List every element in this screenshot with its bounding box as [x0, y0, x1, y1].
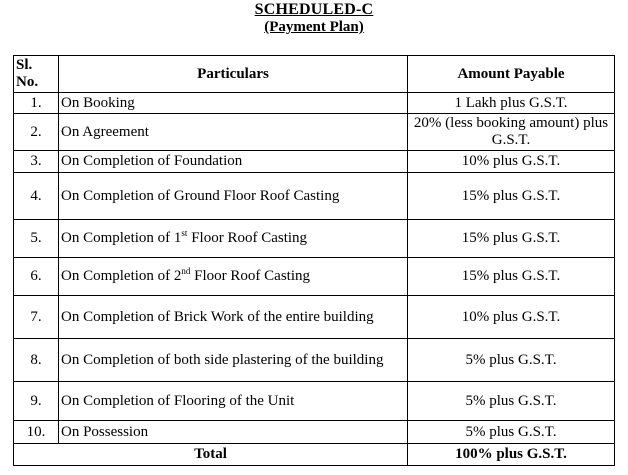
row-particular	[59, 258, 408, 296]
table-row	[14, 173, 615, 220]
table-row	[14, 421, 615, 444]
row-number: 2.	[14, 114, 59, 151]
header-sl-line2: No.	[16, 74, 39, 90]
row-particular: On Possession	[59, 421, 408, 444]
row-number: 6.	[14, 258, 59, 296]
row-particular: On Completion of Brick Work of the entire building	[59, 296, 408, 339]
row-amount: 5% plus G.S.T.	[408, 421, 615, 444]
document-subtitle: (Payment Plan)	[264, 19, 364, 35]
row-amount: 15% plus G.S.T.	[408, 258, 615, 296]
row-particular: On Completion of Ground Floor Roof Casting	[59, 173, 408, 220]
row-particular: On Agreement	[59, 114, 408, 151]
row-particular: On Completion of both side plastering of the building	[59, 339, 408, 382]
row-particular: On Completion of Flooring of the Unit	[59, 382, 408, 421]
row-amount: 15% plus G.S.T.	[408, 220, 615, 258]
payment-plan-table	[13, 55, 615, 466]
table-header-row	[14, 56, 615, 93]
row-particular: On Booking	[59, 93, 408, 114]
row-amount: 10% plus G.S.T.	[408, 296, 615, 339]
table-row	[14, 339, 615, 382]
row-particular: On Completion of Foundation	[59, 151, 408, 173]
row-particular-post: Floor Roof Casting	[187, 230, 308, 246]
row-amount: 1 Lakh plus G.S.T.	[408, 93, 615, 114]
header-sl-line1: Sl.	[16, 57, 33, 73]
header-amount: Amount Payable	[408, 56, 615, 93]
row-particular-pre: On Completion of 2	[61, 268, 182, 284]
document-title: SCHEDULED-C	[254, 1, 374, 18]
row-number: 4.	[14, 173, 59, 220]
row-amount: 5% plus G.S.T.	[408, 382, 615, 421]
row-number: 7.	[14, 296, 59, 339]
row-particular-pre: On Completion of 1	[61, 230, 182, 246]
row-number: 1.	[14, 93, 59, 114]
table-row	[14, 93, 615, 114]
row-number: 10.	[14, 421, 59, 444]
row-number: 8.	[14, 339, 59, 382]
row-amount: 20% (less booking amount) plus G.S.T.	[408, 114, 615, 151]
row-amount: 10% plus G.S.T.	[408, 151, 615, 173]
row-amount: 15% plus G.S.T.	[408, 173, 615, 220]
table-row	[14, 258, 615, 296]
total-amount: 100% plus G.S.T.	[408, 444, 615, 466]
row-particular-post: Floor Roof Casting	[190, 268, 311, 284]
ordinal-suffix: st	[181, 228, 188, 238]
row-particular	[59, 220, 408, 258]
table-row	[14, 151, 615, 173]
ordinal-suffix: nd	[181, 266, 191, 276]
row-number: 3.	[14, 151, 59, 173]
row-number: 5.	[14, 220, 59, 258]
total-row	[14, 444, 615, 466]
header-sl-no	[14, 56, 59, 93]
header-particulars: Particulars	[59, 56, 408, 93]
table-row	[14, 296, 615, 339]
table-row	[14, 114, 615, 151]
table-row	[14, 382, 615, 421]
row-number: 9.	[14, 382, 59, 421]
table-row	[14, 220, 615, 258]
total-label: Total	[14, 444, 408, 466]
row-amount: 5% plus G.S.T.	[408, 339, 615, 382]
